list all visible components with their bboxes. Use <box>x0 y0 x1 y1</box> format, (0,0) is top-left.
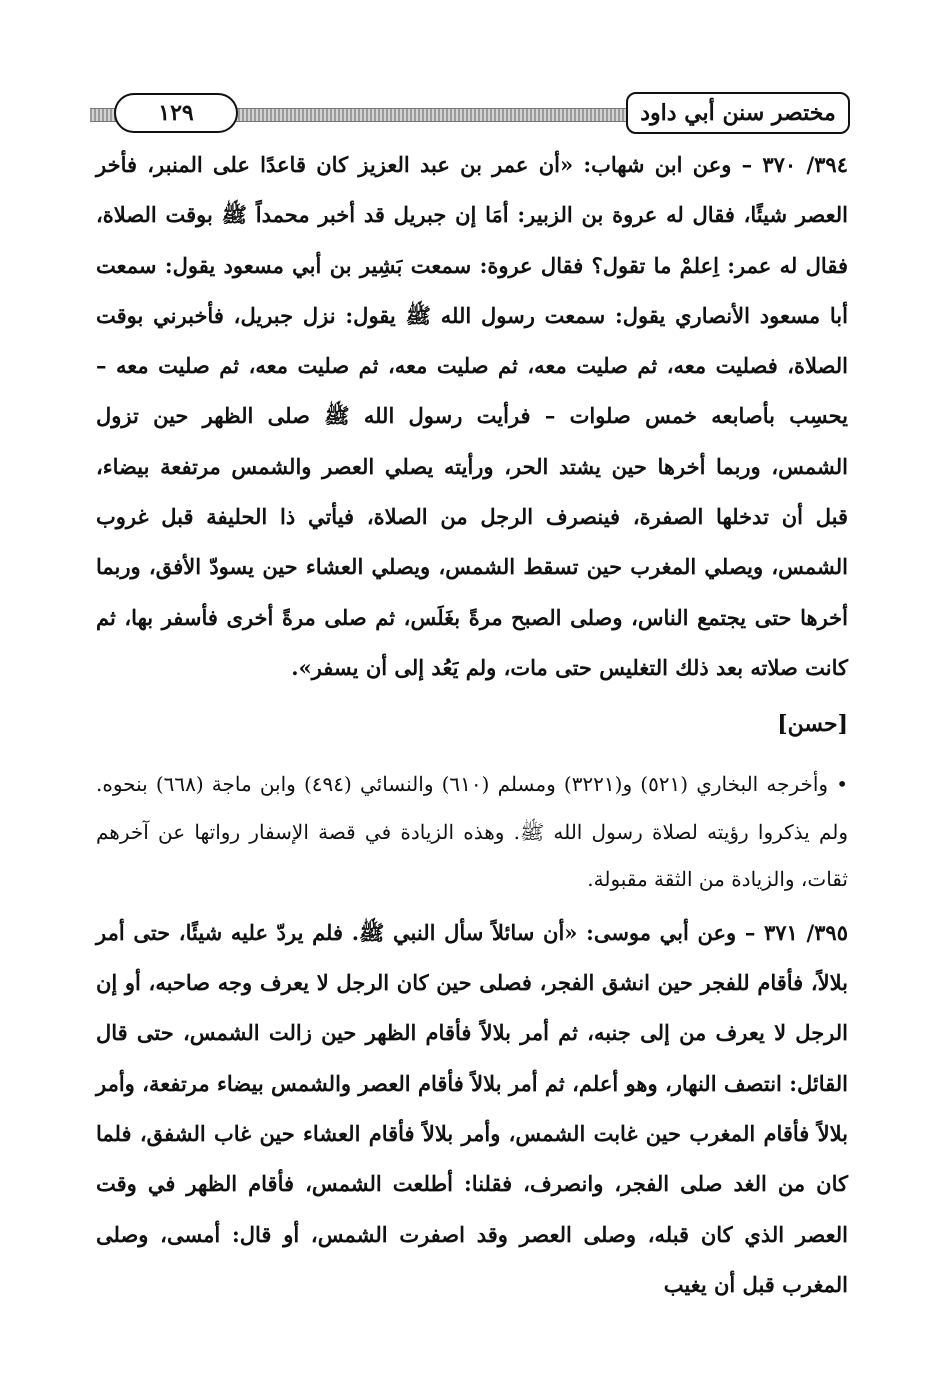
page-number: ١٢٩ <box>114 93 238 133</box>
hadith-394-text: ٣٩٤/ ٣٧٠ – وعن ابن شهاب: «أن عمر بن عبد العزيز كان قاعدًا على المنبر، فأخر العصر شيئًا، فقال له عروة بن الزبير: أمَا إن جبريل قد أخبر محمداً ﷺ بوقت الصلاة، فقال له عمر: اِعلمْ ما تقول؟ فقال عروة: سمعت بَشِير بن أبي مسعود يقول: سمعت أبا مسعود الأنصاري يقول: سمعت رسول الله ﷺ يقول: نزل جبريل، فأخبرني بوقت الصلاة، فصليت معه، ثم صليت معه، ثم صليت معه، ثم صليت معه، ثم صليت معه – يحسِب بأصابعه خمس صلوات – فرأيت رسول الله ﷺ صلى الظهر حين تزول الشمس، وربما أخرها حين يشتد الحر، ورأيته يصلي العصر والشمس مرتفعة بيضاء، قبل أن تدخلها الصفرة، فينصرف الرجل من الصلاة، فيأتي ذا الحليفة قبل غروب الشمس، ويصلي المغرب حين تسقط الشمس، ويصلي العشاء حين يسودّ الأفق، وربما أخرها حتى يجتمع الناس، وصلى الصبح مرةً بغَلَس، ثم صلى مرةً أخرى فأسفر بها، ثم كانت صلاته بعد ذلك التغليس حتى مات، ولم يَعُد إلى أن يسفر». <box>96 152 848 680</box>
book-title: مختصر سنن أبي داود <box>626 92 850 134</box>
hadith-395-text: ٣٩٥/ ٣٧١ – وعن أبي موسى: «أن سائلاً سأل النبي ﷺ. فلم يردّ عليه شيئًا، حتى أمر بلالاً، فأقام للفجر حين انشق الفجر، فصلى حين كان الرجل لا يعرف وجه صاحبه، أو إن الرجل لا يعرف من إلى جنبه، ثم أمر بلالاً فأقام الظهر حين زالت الشمس، حتى قال القائل: انتصف النهار، وهو أعلم، ثم أمر بلالاً فأقام العصر والشمس بيضاء مرتفعة، وأمر بلالاً فأقام المغرب حين غابت الشمس، وأمر بلالاً فأقام العشاء حين غاب الشفق، فلما كان من الغد صلى الفجر، وانصرف، فقلنا: أطلعت الشمس، فأقام الظهر في وقت العصر الذي كان قبله، وصلى العصر وقد اصفرت الشمس، أو قال: أمسى، وصلى المغرب قبل أن يغيب <box>96 919 848 1297</box>
page-header <box>90 92 850 132</box>
page-content <box>96 140 848 1310</box>
hadith-grade: [حسن] <box>777 711 848 738</box>
takhrij-note: • وأخرجه البخاري (٥٢١) و(٣٢٢١) ومسلم (٦١٠) والنسائي (٤٩٤) وابن ماجة (٦٦٨) بنحوه. ولم يذكروا رؤيته لصلاة رسول الله ﷺ. وهذه الزيادة في قصة الإسفار رواتها عن آخرهم ثقات، والزيادة من الثقة مقبولة. <box>96 772 849 892</box>
